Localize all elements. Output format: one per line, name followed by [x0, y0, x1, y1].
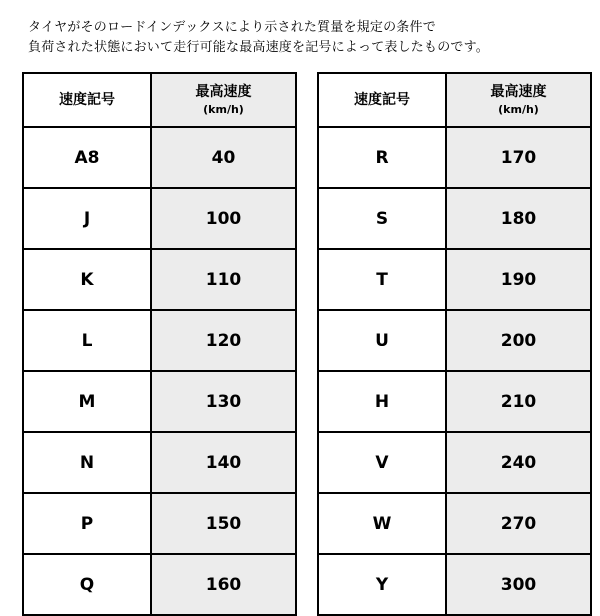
intro-line-1: タイヤがそのロードインデックスにより示された質量を規定の条件で: [28, 20, 436, 35]
table-row: [318, 493, 591, 554]
column-header-speed-label: 最高速度: [195, 84, 252, 101]
cell-symbol: T: [318, 249, 446, 310]
cell-symbol: W: [318, 493, 446, 554]
table-row: [23, 188, 296, 249]
table-header-row: [23, 73, 296, 127]
speed-table-left: [22, 72, 297, 616]
cell-speed: 100: [151, 188, 296, 249]
table-row: [318, 249, 591, 310]
table-row: [318, 127, 591, 188]
cell-speed: 160: [151, 554, 296, 615]
speed-table-right: [317, 72, 592, 616]
column-header-symbol: 速度記号: [318, 73, 446, 127]
cell-speed: 240: [446, 432, 591, 493]
intro-text: [28, 18, 578, 58]
table-row: [318, 188, 591, 249]
column-header-speed: [151, 73, 296, 127]
table-body: [318, 127, 591, 615]
table-row: [23, 249, 296, 310]
cell-speed: 170: [446, 127, 591, 188]
cell-speed: 150: [151, 493, 296, 554]
cell-speed: 140: [151, 432, 296, 493]
cell-symbol: J: [23, 188, 151, 249]
table-row: [23, 127, 296, 188]
table-header-row: [318, 73, 591, 127]
cell-speed: 300: [446, 554, 591, 615]
intro-line-2: 負荷された状態において走行可能な最高速度を記号によって表したものです。: [28, 40, 489, 56]
cell-speed: 200: [446, 310, 591, 371]
table-row: [318, 310, 591, 371]
cell-speed: 110: [151, 249, 296, 310]
table-body: [23, 127, 296, 615]
cell-symbol: L: [23, 310, 151, 371]
table-row: [318, 554, 591, 615]
column-header-symbol: 速度記号: [23, 73, 151, 127]
table-row: [318, 432, 591, 493]
column-header-speed: [446, 73, 591, 127]
table-row: [23, 371, 296, 432]
tables-container: [22, 72, 578, 616]
cell-symbol: H: [318, 371, 446, 432]
table-row: [23, 310, 296, 371]
table-row: [23, 493, 296, 554]
cell-speed: 270: [446, 493, 591, 554]
cell-speed: 210: [446, 371, 591, 432]
table-row: [318, 371, 591, 432]
cell-symbol: Y: [318, 554, 446, 615]
cell-speed: 130: [151, 371, 296, 432]
table-head: [23, 73, 296, 127]
cell-symbol: A8: [23, 127, 151, 188]
cell-symbol: M: [23, 371, 151, 432]
column-header-speed-label: 最高速度: [490, 84, 547, 101]
cell-speed: 190: [446, 249, 591, 310]
cell-symbol: K: [23, 249, 151, 310]
cell-symbol: Q: [23, 554, 151, 615]
table-head: [318, 73, 591, 127]
cell-symbol: R: [318, 127, 446, 188]
cell-speed: 180: [446, 188, 591, 249]
cell-symbol: U: [318, 310, 446, 371]
cell-speed: 40: [151, 127, 296, 188]
cell-symbol: N: [23, 432, 151, 493]
table-row: [23, 554, 296, 615]
column-header-speed-unit: (km/h): [498, 103, 539, 117]
cell-symbol: V: [318, 432, 446, 493]
cell-symbol: S: [318, 188, 446, 249]
column-header-speed-unit: (km/h): [203, 103, 244, 117]
table-row: [23, 432, 296, 493]
cell-symbol: P: [23, 493, 151, 554]
cell-speed: 120: [151, 310, 296, 371]
